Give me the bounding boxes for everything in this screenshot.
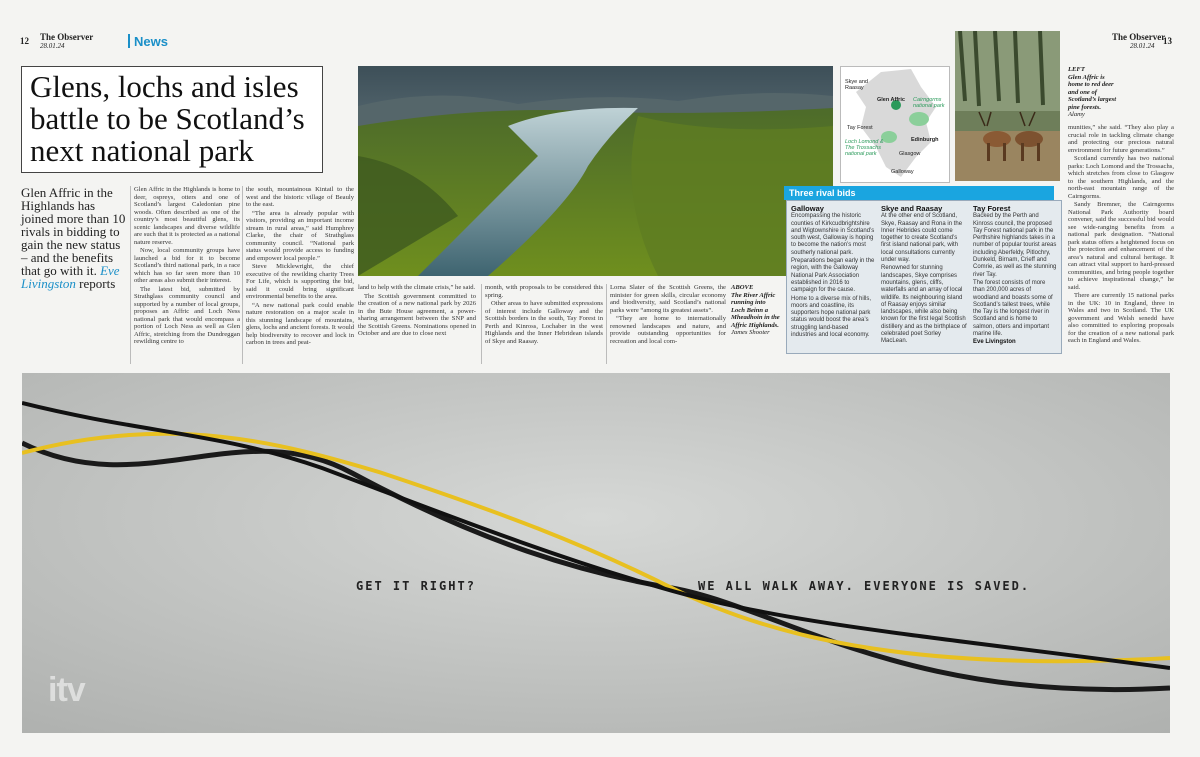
paragraph: munities,” she said. “They also play a crucial role in tackling climate change and protecting our precious natural environment for future generations.” [1068, 124, 1174, 154]
paragraph: the south, mountainous Kintail to the west and the historic village of Beauly to the east. [246, 186, 354, 208]
bid-paragraph: Renowned for stunning landscapes, Skye comprises mountains, glens, cliffs, waterfalls and an array of local wildlife. Its neighbouring island of Raasay enjoys similar landscapes, while also being known for the first legal Scottish distillery and as the birthplace of celebrated poet Sorley MacLean. [881, 265, 967, 345]
article-column-6 [1068, 124, 1174, 364]
byline-suffix: reports [79, 276, 116, 291]
paragraph: There are currently 15 national parks in the UK: 10 in England, three in Wales and two in Scotland. The UK government and Welsh senedd have also committed to exploring proposals for the creation of a new national park each in England and Wales. [1068, 292, 1174, 344]
itv-advert [22, 373, 1170, 733]
loch-photo [358, 66, 833, 276]
bids-title: Three rival bids [784, 186, 1054, 200]
itv-logo: itv [48, 671, 85, 709]
right-date: 28.01.24 [1130, 42, 1155, 50]
article-column-3 [358, 284, 476, 364]
paragraph: Other areas to have submitted expressions of interest include Galloway and the Scottish borders in the south, Tay Forest in Perth and Kinross, Lochaber in the west Highlands and the Inner Hebridean islands of Skye and Raasay. [485, 300, 603, 345]
bid-name: Skye and Raasay [881, 205, 943, 213]
main-caption-text: The River Affric running into Loch Beinn a Mheadhoin in the Affric Highlands. [731, 291, 780, 329]
map-label-loch-lomond: Loch Lomond & The Trossachs national park [845, 139, 884, 157]
paragraph: month, with proposals to be considered this spring. [485, 284, 603, 299]
deer-caption [1068, 66, 1118, 119]
bids-panel [786, 200, 1062, 354]
article-column-1 [130, 186, 240, 364]
left-masthead: The Observer [40, 32, 94, 42]
paragraph: “They are home to internationally renowned landscapes and nature, and provide outstanding opportunities for recreation and local com- [610, 315, 726, 345]
deer-photo [955, 31, 1060, 181]
headline-box [21, 66, 323, 173]
right-masthead: The Observer [1112, 32, 1166, 42]
right-page-number: 13 [1163, 36, 1172, 46]
paragraph: Steve Micklewright, the chief executive of the rewilding charity Trees For Life, which is supporting the bid, said it could bring significant environmental benefits to the area. [246, 263, 354, 300]
bid-paragraph: Encompassing the historic counties of Kirkcudbrightshire and Wigtownshire in Scotland’s south west, Galloway is hoping to become the nation’s most southerly national park. [791, 213, 875, 256]
paragraph: The latest bid, submitted by Strathglass community council and supported by a number of local groups, proposes an Affric and Loch Ness national park that would encompass a portion of Loch Ness as well as Glen Affric, stretching from the Dundreggan rewilding centre to [134, 285, 240, 345]
article-column-4 [481, 284, 603, 364]
bid-paragraph: At the other end of Scotland, Skye, Raasay and Rona in the Inner Hebrides could come together to create Scotland’s first island national park, with local consultations currently under way. [881, 213, 963, 264]
map-label-edinburgh: Edinburgh [911, 137, 939, 143]
map-label-glen-affric: Glen Affric [877, 97, 905, 103]
scotland-map [840, 66, 950, 183]
paragraph: “A new national park could enable nature restoration on a major scale in this stunning landscape of mountains, glens, lochs and ancient forests. It would help biodiversity to recover and lock in carbon in trees and peat- [246, 301, 354, 346]
paragraph: The Scottish government committed to the creation of a new national park by 2026 in the Bute House agreement, a power-sharing arrangement between the SNP and the Scottish Greens. Nominations opened in October and are due to close next [358, 292, 476, 337]
bid-galloway [791, 205, 875, 349]
bid-paragraph: Backed by the Perth and Kinross council, the proposed Tay Forest national park in the Perthshire highlands takes in a number of popular tourist areas including Aberfeldy, Pitlochry, Dunkeld, Birnam, Crieff and Comrie, as well as the stunning river Tay. [973, 213, 1057, 278]
standfirst [21, 186, 126, 290]
section-marker [128, 34, 130, 48]
paragraph: Now, local community groups have launched a bid for it to become Scotland’s third national park, in a race which has so far seen more than 10 other areas also submit their interest. [134, 247, 240, 284]
bid-paragraph: Preparations began early in the region, with the Galloway National Park Association established in 2016 to campaign for the cause. [791, 258, 875, 294]
map-label-skye: Skye and Raasay [845, 79, 868, 91]
deer-caption-label: LEFT [1068, 66, 1085, 73]
map-label-cairngorms: Cairngorms national park [913, 97, 945, 109]
left-page-number: 12 [20, 36, 29, 46]
main-photo-caption [731, 284, 781, 337]
bid-paragraph: The forest consists of more than 200,000 acres of woodland and boasts some of Scotland’s tallest trees, while the Tay is the longest river in Scotland and is home to salmon, otters and important marine life. [973, 279, 1053, 338]
ad-right-text: WE ALL WALK AWAY. EVERYONE IS SAVED. [698, 579, 1031, 593]
bid-name: Tay Forest [973, 205, 1011, 213]
map-label-glasgow: Glasgow [899, 151, 921, 157]
main-caption-label: ABOVE [731, 284, 754, 291]
byline-name: Eve Livingston [21, 263, 120, 291]
bid-tay-forest [973, 205, 1057, 349]
article-column-2 [242, 186, 354, 364]
map-label-tay-forest: Tay Forest [847, 125, 873, 131]
deer-caption-text: Glen Affric is home to red deer and one of Scotland’s largest pine forests. [1068, 73, 1117, 111]
bid-name: Galloway [791, 205, 824, 213]
bid-paragraph: Home to a diverse mix of hills, moors and coastline, its supporters hope national park status would boost the area’s struggling land-based industries and local economy. [791, 295, 872, 339]
article-column-5 [606, 284, 726, 364]
paragraph: “The area is already popular with visitors, providing an important income stream in rural areas,” said Humphrey Clarke, the chair of Strathglass community council. “National park status would provide access to funding and empower local people.” [246, 209, 354, 262]
deer-caption-credit: Alamy [1068, 111, 1085, 118]
paragraph: Glen Affric in the Highlands is home to deer, ospreys, otters and one of Scotland’s largest Caledonian pine woods. Often described as one of the country’s most beautiful glens, its scenic landscapes and diverse wildlife are such that it is protected as a national nature reserve. [134, 186, 240, 246]
ad-left-text: GET IT RIGHT? [356, 579, 476, 593]
left-date: 28.01.24 [40, 42, 65, 50]
headline: Glens, lochs and isles battle to be Scotland’s next national park [30, 69, 305, 168]
map-label-galloway: Galloway [891, 169, 914, 175]
paragraph: Lorna Slater of the Scottish Greens, the minister for green skills, circular economy and biodiversity, said Scotland’s national parks were “among its greatest assets”. [610, 284, 726, 314]
paragraph: Scotland currently has two national parks: Loch Lomond and the Trossachs, which stretches from close to Glasgow to the southern Highlands, and the north-east mountain range of the Cairngorms. [1068, 155, 1174, 200]
paragraph: land to help with the climate crisis,” he said. [358, 284, 476, 291]
bid-skye-raasay [881, 205, 967, 349]
section-label: News [134, 34, 168, 49]
main-caption-credit: James Shooter [731, 329, 770, 336]
paragraph: Sandy Bremner, the Cairngorms National Park Authority board convener, said the successful bid would see wide-ranging benefits from a national park designation. “National park status offers a heightened focus on the protection and enhancement of the area’s natural and cultural heritage. It can attract vital support to hard-pressed communities, and bring people together to achieve inspirational change,” he said. [1068, 201, 1174, 291]
bid-author: Eve Livingston [973, 339, 1016, 346]
standfirst-text: Glen Affric in the Highlands has joined more than 10 rivals in bidding to gain the new status – and the benefits that go with it. [21, 185, 126, 278]
